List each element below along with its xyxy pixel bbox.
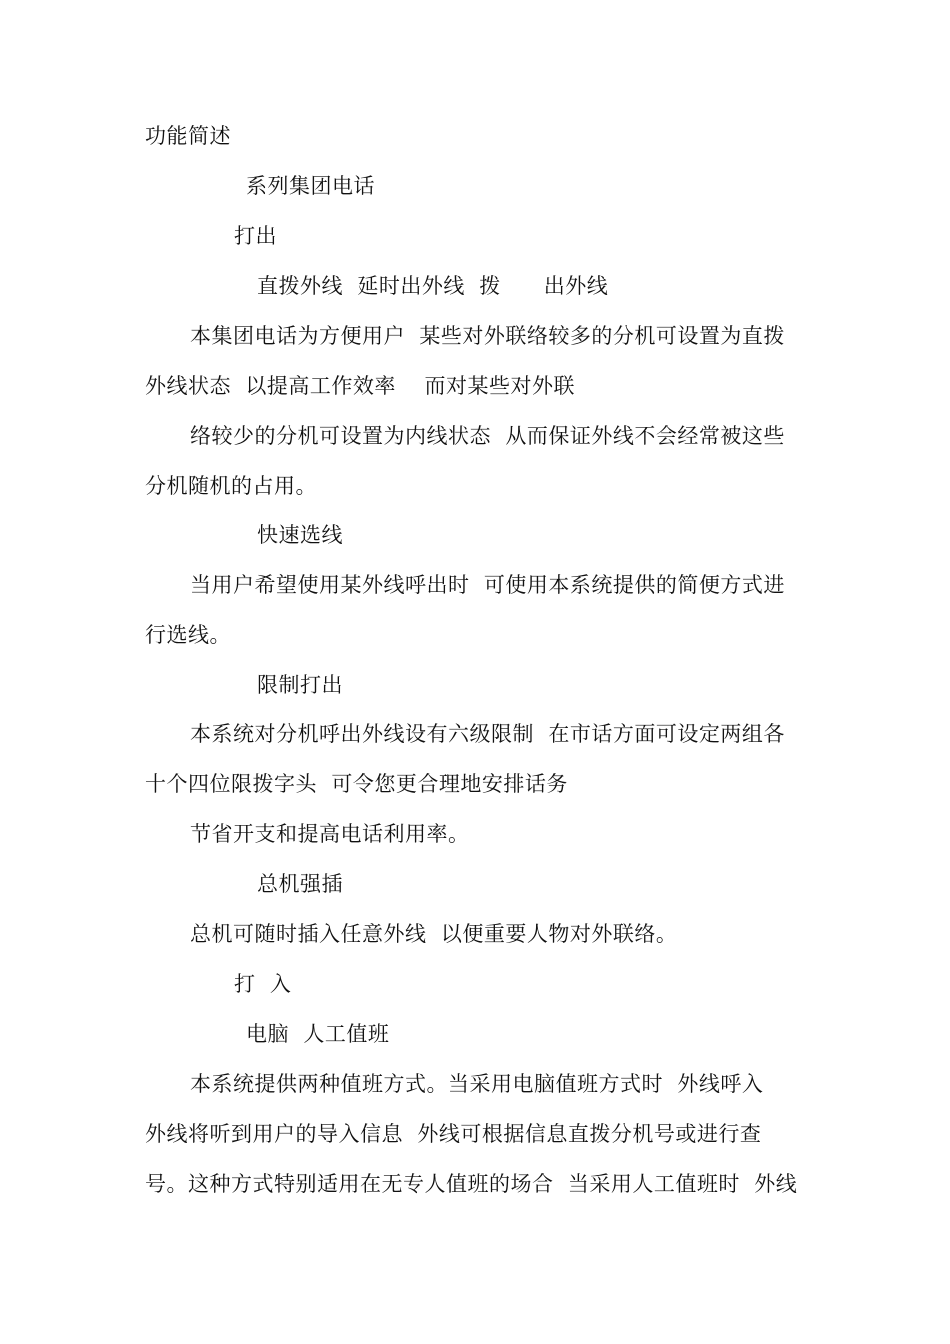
paragraph-line: 号。这种方式特别适用在无专人值班的场合 当采用人工值班时 外线	[145, 1172, 798, 1196]
subtitle: 系列集团电话	[246, 174, 375, 198]
subsection-heading: 总机强插	[257, 872, 343, 896]
paragraph-line: 当用户希望使用某外线呼出时 可使用本系统提供的简便方式进	[190, 573, 785, 597]
paragraph-line: 外线状态 以提高工作效率 而对某些对外联	[145, 374, 576, 398]
paragraph-line: 分机随机的占用。	[145, 474, 317, 498]
paragraph-line: 本系统提供两种值班方式。当采用电脑值班方式时 外线呼入	[190, 1072, 764, 1096]
paragraph-line: 本集团电话为方便用户 某些对外联络较多的分机可设置为直拨	[190, 324, 785, 348]
paragraph-line: 络较少的分机可设置为内线状态 从而保证外线不会经常被这些	[190, 424, 785, 448]
subsection-heading: 直拨外线 延时出外线 拨 出外线	[257, 274, 609, 298]
subsection-heading: 快速选线	[257, 523, 343, 547]
paragraph-line: 总机可随时插入任意外线 以便重要人物对外联络。	[190, 922, 678, 946]
subsection-heading: 限制打出	[257, 673, 343, 697]
paragraph-line: 节省开支和提高电话利用率。	[190, 822, 470, 846]
paragraph-line: 十个四位限拨字头 可令您更合理地安排话务	[145, 772, 568, 796]
subsection-heading: 打出	[234, 224, 277, 248]
section-heading: 功能简述	[145, 124, 231, 148]
subsection-heading: 打 入	[234, 972, 292, 996]
paragraph-line: 本系统对分机呼出外线设有六级限制 在市话方面可设定两组各	[190, 722, 785, 746]
subsection-heading: 电脑 人工值班	[246, 1022, 390, 1046]
paragraph-line: 行选线。	[145, 623, 231, 647]
paragraph-line: 外线将听到用户的导入信息 外线可根据信息直拨分机号或进行查	[145, 1122, 762, 1146]
